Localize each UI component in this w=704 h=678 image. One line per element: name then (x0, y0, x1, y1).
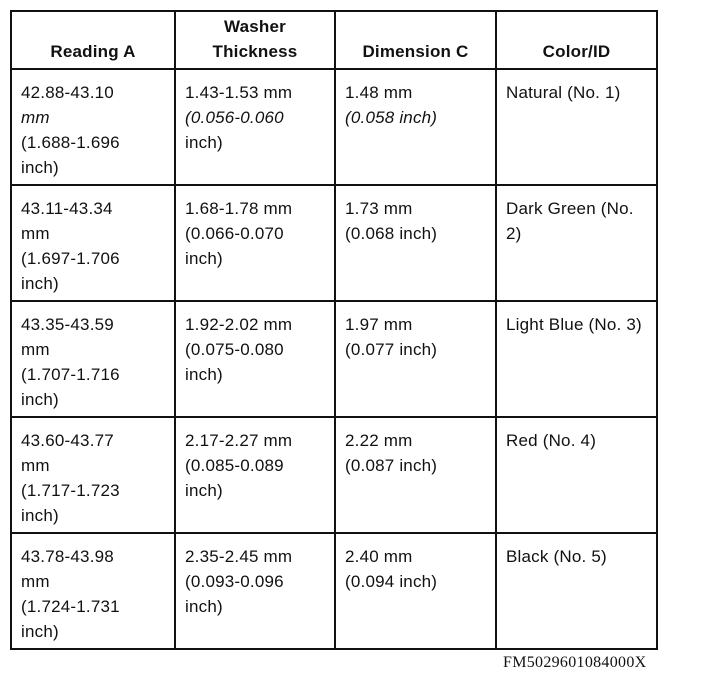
table-row (11, 533, 657, 649)
cell-reading-a: 42.88-43.10 mm (1.688-1.696 inch) (11, 69, 175, 185)
cell-dimension-c: 1.97 mm (0.077 inch) (335, 301, 496, 417)
cell-color-id: Dark Green (No. 2) (496, 185, 657, 301)
cell-dimension-c: 2.40 mm (0.094 inch) (335, 533, 496, 649)
cell-reading-a: 43.11-43.34 mm (1.697-1.706 inch) (11, 185, 175, 301)
cell-color-id: Red (No. 4) (496, 417, 657, 533)
cell-washer-thickness: 1.43-1.53 mm (0.056-0.060 inch) (175, 69, 335, 185)
table-row (11, 185, 657, 301)
cell-reading-a: 43.78-43.98 mm (1.724-1.731 inch) (11, 533, 175, 649)
cell-reading-a: 43.60-43.77 mm (1.717-1.723 inch) (11, 417, 175, 533)
cell-color-id: Light Blue (No. 3) (496, 301, 657, 417)
cell-color-id: Natural (No. 1) (496, 69, 657, 185)
header-washer-thickness: Washer Thickness (175, 11, 335, 69)
header-dimension-c: Dimension C (335, 11, 496, 69)
table-row (11, 301, 657, 417)
header-color-id: Color/ID (496, 11, 657, 69)
cell-dimension-c: 1.48 mm (0.058 inch) (335, 69, 496, 185)
cell-washer-thickness: 1.68-1.78 mm (0.066-0.070 inch) (175, 185, 335, 301)
table-row (11, 69, 657, 185)
table-row (11, 417, 657, 533)
cell-reading-a: 43.35-43.59 mm (1.707-1.716 inch) (11, 301, 175, 417)
washer-spec-table (10, 10, 658, 650)
cell-dimension-c: 1.73 mm (0.068 inch) (335, 185, 496, 301)
figure-id: FM5029601084000X (503, 654, 647, 671)
cell-dimension-c: 2.22 mm (0.087 inch) (335, 417, 496, 533)
header-reading-a: Reading A (11, 11, 175, 69)
header-row (11, 11, 657, 69)
cell-washer-thickness: 2.35-2.45 mm (0.093-0.096 inch) (175, 533, 335, 649)
cell-washer-thickness: 2.17-2.27 mm (0.085-0.089 inch) (175, 417, 335, 533)
cell-washer-thickness: 1.92-2.02 mm (0.075-0.080 inch) (175, 301, 335, 417)
cell-color-id: Black (No. 5) (496, 533, 657, 649)
